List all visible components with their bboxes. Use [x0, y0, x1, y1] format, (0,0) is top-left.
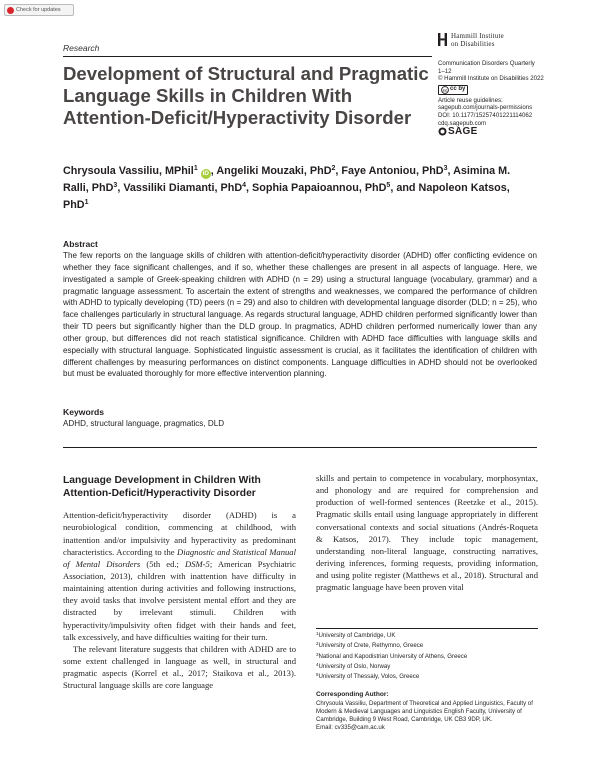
sage-circle-icon: [438, 127, 447, 136]
hammill-logo-icon: [438, 33, 447, 46]
author-list: Chrysoula Vassiliu, MPhil$^1$ iD , Angeliki Mouzaki, PhD$^2$, Faye Antoniou, PhD$^3$, Asimina M. Ralli, PhD$^3$, Vassiliki Diamanti, PhD$^4$, Sophia Papaioannou, PhD$^5$, and Napoleon Katsos, PhD$^1$: [63, 165, 511, 211]
author-name: Vassiliki Diamanti, PhD: [123, 181, 243, 194]
keywords-heading: Keywords: [63, 407, 105, 417]
body-paragraph-1: Attention-deficit/hyperactivity disorder (ADHD) is a neurobiological condition, commencing at childhood, with inattention and/or impulsivity and hyperactivity as predominant characteristics. According to the Diagnostic and Statistical Manual of Mental Disorders (5th ed.; DSM-5; American Psychiatric Association, 2013), children with inattention have difficulty in maintaining attention during activities and following instructions, they avoid tasks that involve persistent mental effort and they are distracted by irrelevant stimuli. Children with hyperactivity/impulsivity often fidget with their hands and feet, talk excessively, and have difficulties waiting for their turn.: [63, 510, 296, 642]
author-affiliation-marker: 3: [443, 165, 448, 172]
publisher-name-line1: Hammill Institute: [451, 32, 504, 40]
author-affiliation-marker: 1: [84, 198, 89, 206]
corresponding-author-email[interactable]: Email: cv335@cam.ac.uk: [316, 724, 385, 731]
check-for-updates-badge[interactable]: [4, 4, 74, 16]
section-heading: Language Development in Children With Attention-Deficit/Hyperactivity Disorder: [63, 475, 261, 499]
affiliation-item: $^2$University of Crete, Rethymno, Greece: [316, 641, 424, 650]
copyright: © Hammill Institute on Disabilities 2022: [438, 75, 544, 83]
corresponding-author-heading: Corresponding Author:: [316, 691, 389, 698]
doi-link[interactable]: DOI: 10.1177/15257401221114062: [438, 111, 533, 119]
author-affiliation-marker: 3: [113, 181, 118, 189]
author-name: Angeliki Mouzaki, PhD: [216, 165, 332, 177]
affiliation-item: $^1$University of Cambridge, UK: [316, 631, 396, 639]
article-title: Development of Structural and Pragmatic Language Skills in Children With Attention-Deficit/Hyperactivity Disorder: [63, 63, 429, 128]
author-affiliation-marker: 4: [242, 181, 247, 189]
author-name: Faye Antoniou, PhD: [341, 165, 444, 177]
right-column-text: [316, 472, 538, 594]
header-rule: [63, 56, 432, 57]
check-updates-icon: [7, 7, 14, 14]
author-affiliation-marker: 1: [193, 165, 198, 172]
left-column: [63, 475, 296, 692]
sage-logo: [438, 127, 588, 136]
author-name: Asimina M. Ralli, PhD: [63, 165, 511, 194]
body-paragraph-3: skills and pertain to competence in vocabulary, morphosyntax, and phonology and are required for comprehension and production of well-formed sentences (Reetzke et al., 2015). Pragmatic skills entail using language appropriately in different conversational contexts and social situations (Andrés-Roqueta & Katsos, 2017). They include topic management, understanding non-literal language, constructing narratives, deriving inferences, forming requests, providing information, and using polite register (Matthews et al., 2018). Structural and pragmatic language have been proven vital: [316, 473, 538, 593]
affiliation-item: $^5$University of Thessaly, Volos, Greece: [316, 672, 420, 681]
author-name: Chrysoula Vassiliu, MPhil: [63, 165, 194, 177]
reuse-guidelines-label: Article reuse guidelines:: [438, 96, 503, 104]
affiliation-item: $^4$University of Oslo, Norway: [316, 661, 391, 670]
check-updates-label: Check for updates: [16, 7, 61, 13]
cc-license-text: cc by: [450, 85, 466, 92]
author-affiliation-marker: 2: [331, 165, 336, 172]
orcid-icon[interactable]: iD: [202, 170, 209, 177]
corresponding-author-address: Chrysoula Vassiliu, Department of Theoretical and Applied Linguistics, Faculty of Modern & Medieval Languages and Linguistics English Faculty, University of Cambridge, Building 9 West Road, Cambridge, UK CB3 9DP, UK.: [316, 700, 533, 723]
abstract-heading: Abstract: [63, 239, 98, 249]
creative-commons-icon: [441, 86, 449, 94]
section-divider: [63, 447, 537, 448]
abstract-text: The few reports on the language skills of children with attention-deficit/hyperactivity disorder (ADHD) offer conflicting evidence on whether they face significant challenges, and if so, whether these challenges are present in all aspects of language. Here, we investigated a sample of Greek-speaking children with ADHD (n = 29) using a structural language (vocabulary, grammar) and a pragmatic language assessment. To ascertain the extent of strengths and weaknesses, we compared the performance of children with ADHD to typically developing (TD) peers (n = 29) and also to children with developmental language disorder (DLD; n = 25), who face challenges particularly in structural language. As regards structural language, ADHD children performed significantly lower than their TD peers but significantly higher than the DLD group. In pragmatics, ADHD children performed numerically lower than any other group, but differences did not reach statistical significance. Children with ADHD face difficulties with language skills and especially with structural language. Sophisticated linguistic assessment is crucial, as it facilitates the identification of children with different challenges by measuring performances on distinct components. Language difficulties in ADHD should not be overlooked but must be evaluated thoroughly for more effective intervention planning.: [63, 251, 537, 379]
section-label: Research: [63, 43, 100, 53]
affiliation-item: $^3$National and Kapodistrian University of Athens, Greece: [316, 651, 468, 660]
corresponding-author: [316, 691, 540, 732]
body-paragraph-2: The relevant literature suggests that children with ADHD are to some extent challenged in language as well, in structural and pragmatic aspects (Korrel et al., 2017; Staikova et al., 2013). Structural language skills are core language: [63, 643, 296, 691]
author-name: Napoleon Katsos, PhD: [63, 181, 510, 211]
journal-name: Communication Disorders Quarterly: [438, 60, 535, 67]
cc-license-badge[interactable]: [438, 85, 468, 95]
footnote-rule: [316, 628, 538, 629]
affiliations-list: [316, 631, 538, 682]
keywords-text: ADHD, structural language, pragmatics, DLD: [63, 419, 225, 428]
publication-info: [438, 60, 588, 136]
reuse-guidelines-link[interactable]: sagepub.com/journals-permissions: [438, 104, 533, 112]
author-name: Sophia Papaioannou, PhD: [252, 181, 387, 194]
publisher-name-line2: on Disabilities: [451, 39, 495, 48]
sage-logo-text: SAGE: [448, 125, 478, 137]
journal-url-link[interactable]: cdq.sagepub.com: [438, 119, 487, 127]
page-range: 1–12: [438, 67, 452, 75]
publisher-logo: [438, 33, 504, 48]
svg-text:cc: cc: [442, 87, 448, 93]
author-affiliation-marker: 5: [386, 181, 391, 189]
